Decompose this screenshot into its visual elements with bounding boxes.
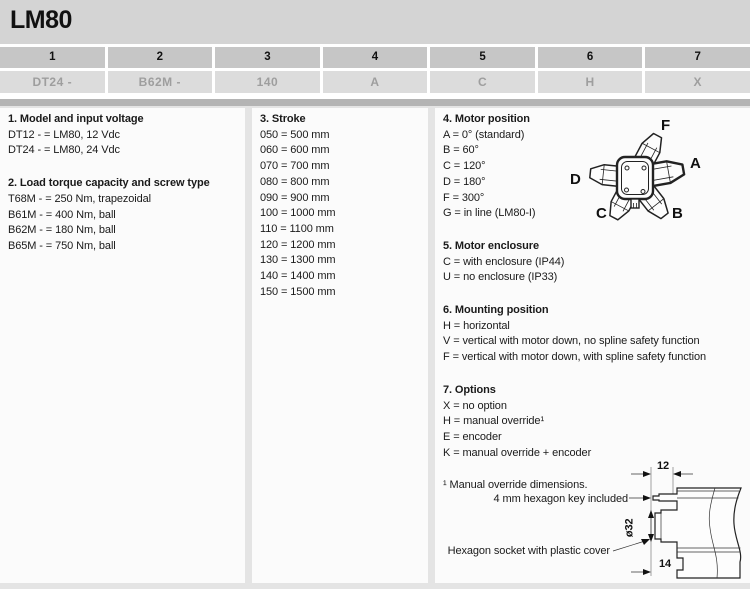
- option-line: 110 = 1100 mm: [260, 222, 334, 235]
- option-line: B62M - = 180 Nm, ball: [8, 224, 116, 237]
- option-line: C = with enclosure (IP44): [443, 255, 565, 268]
- section-items: [8, 192, 237, 255]
- option-line: B = 60°: [443, 144, 479, 157]
- divider-bar: [0, 99, 750, 106]
- page-title: LM80: [10, 6, 72, 34]
- option-line: 060 = 600 mm: [260, 144, 330, 157]
- option-line: 140 = 1400 mm: [260, 270, 336, 283]
- option-line: 130 = 1300 mm: [260, 254, 336, 267]
- manual-override-diagram: [593, 458, 750, 585]
- option-line: X = no option: [443, 399, 507, 412]
- code-column-number: 3: [215, 47, 320, 68]
- column-model-torque: [0, 108, 245, 583]
- option-line: T68M - = 250 Nm, trapezoidal: [8, 192, 152, 205]
- option-line: H = horizontal: [443, 319, 510, 332]
- section-heading: 7. Options: [443, 383, 496, 396]
- section-items: [260, 128, 420, 301]
- option-line: 080 = 800 mm: [260, 175, 330, 188]
- code-value-row: [0, 71, 750, 93]
- code-column-number: 2: [108, 47, 213, 68]
- option-line: H = manual override¹: [443, 415, 545, 428]
- motor-position-letter: B: [672, 205, 683, 222]
- option-line: G = in line (LM80-I): [443, 207, 536, 220]
- manual-override-footnote: ¹ Manual override dimensions.: [443, 479, 588, 492]
- code-column-value: H: [538, 71, 643, 93]
- motor-position-letter: F: [661, 117, 671, 134]
- section-items: [8, 128, 237, 159]
- section-motor-enclosure: [443, 239, 742, 286]
- code-column-value: DT24 -: [0, 71, 105, 93]
- dimension-12: 12: [656, 460, 670, 472]
- section-items: [443, 255, 742, 286]
- option-line: K = manual override + encoder: [443, 446, 592, 459]
- section-load-torque: [8, 176, 237, 255]
- section-heading: 2. Load torque capacity and screw type: [8, 177, 210, 190]
- ordering-code-table: [0, 44, 750, 99]
- section-items: [443, 399, 742, 462]
- code-column-value: C: [430, 71, 535, 93]
- option-line: DT12 - = LM80, 12 Vdc: [8, 128, 120, 141]
- column-motor-options: [435, 108, 750, 583]
- column-stroke: [252, 108, 428, 583]
- motor-position-diagram: [560, 112, 750, 242]
- motor-position-letter: D: [570, 171, 581, 188]
- code-number-row: [0, 47, 750, 68]
- option-line: B65M - = 750 Nm, ball: [8, 239, 116, 252]
- option-line: 070 = 700 mm: [260, 160, 330, 173]
- option-line: 120 = 1200 mm: [260, 238, 336, 251]
- motor-position-letter: C: [596, 205, 607, 222]
- section-heading: 6. Mounting position: [443, 304, 549, 317]
- option-line: A = 0° (standard): [443, 128, 525, 141]
- section-mounting-position: [443, 303, 742, 366]
- option-line: F = 300°: [443, 191, 485, 204]
- option-line: DT24 - = LM80, 24 Vdc: [8, 144, 120, 157]
- hex-key-label: 4 mm hexagon key included: [493, 493, 628, 505]
- dimension-diameter-32: ø32: [623, 518, 636, 538]
- option-line: C = 120°: [443, 160, 486, 173]
- motor-position-letter: A: [690, 155, 701, 172]
- section-stroke: [260, 112, 420, 300]
- option-line: 150 = 1500 mm: [260, 285, 336, 298]
- code-column-value: X: [645, 71, 750, 93]
- code-column-number: 1: [0, 47, 105, 68]
- section-heading: 4. Motor position: [443, 113, 530, 125]
- section-items: [443, 319, 742, 366]
- option-line: 090 = 900 mm: [260, 191, 330, 204]
- option-line: 050 = 500 mm: [260, 128, 330, 141]
- code-column-number: 6: [538, 47, 643, 68]
- option-line: 100 = 1000 mm: [260, 207, 336, 220]
- code-column-number: 4: [323, 47, 428, 68]
- section-heading: 5. Motor enclosure: [443, 239, 539, 252]
- option-line: E = encoder: [443, 430, 502, 443]
- code-column-value: 140: [215, 71, 320, 93]
- code-column-value: A: [323, 71, 428, 93]
- section-heading: 3. Stroke: [260, 113, 306, 125]
- dimension-14: 14: [658, 558, 672, 570]
- code-column-number: 7: [645, 47, 750, 68]
- section-model-voltage: [8, 112, 237, 159]
- option-line: D = 180°: [443, 175, 486, 188]
- option-line: F = vertical with motor down, with spline safety function: [443, 351, 707, 364]
- socket-cover-label: Hexagon socket with plastic cover: [447, 545, 610, 557]
- code-column-value: B62M -: [108, 71, 213, 93]
- option-line: B61M - = 400 Nm, ball: [8, 208, 116, 221]
- section-heading: 1. Model and input voltage: [8, 113, 144, 125]
- section-options: [443, 383, 742, 462]
- motor-position-labels: [560, 112, 750, 242]
- option-line: U = no enclosure (IP33): [443, 271, 558, 284]
- option-line: V = vertical with motor down, no spline safety function: [443, 335, 700, 348]
- code-column-number: 5: [430, 47, 535, 68]
